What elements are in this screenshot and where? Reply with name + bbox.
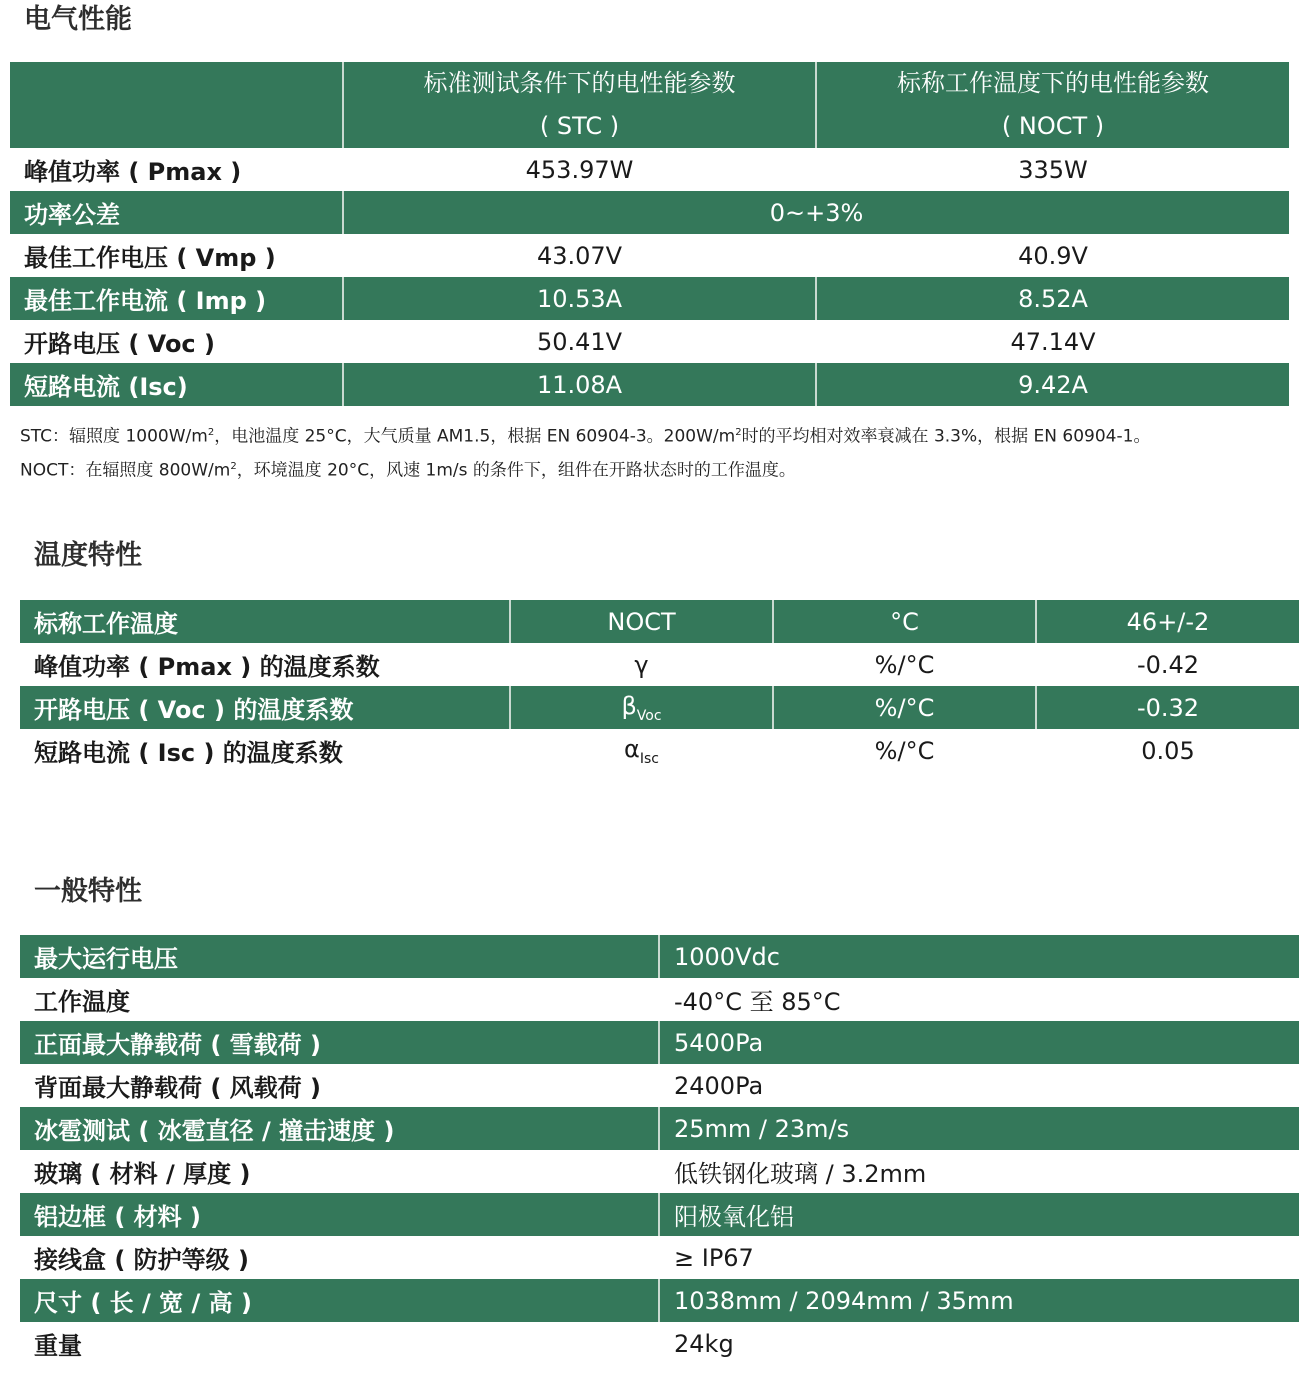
noct-footnote (20, 452, 1150, 486)
temperature-table (20, 600, 1299, 772)
note-text: ，环境温度 20°C，风速 1m/s 的条件下，组件在开路状态时的工作温度。 (236, 460, 796, 481)
table-row (20, 1322, 1299, 1365)
merged-value: 0~+3% (343, 191, 1289, 234)
table-row (20, 1064, 1299, 1107)
row-label: 最佳工作电流 ( Imp ) (10, 277, 343, 320)
note-text: ，电池温度 25°C，大气质量 AM1.5，根据 EN 60904-3。200W/m (214, 426, 736, 447)
unit-cell: %/°C (773, 686, 1036, 729)
noct-value: 9.42A (816, 363, 1289, 406)
row-label: 背面最大静载荷 ( 风载荷 ) (20, 1064, 659, 1107)
superscript: 2 (207, 427, 215, 438)
row-label: 尺寸 ( 长 / 宽 / 高 ) (20, 1279, 659, 1322)
row-value: 25mm / 23m/s (659, 1107, 1299, 1150)
table-row (20, 1107, 1299, 1150)
row-label: 峰值功率 ( Pmax ) 的温度系数 (20, 643, 510, 686)
unit-cell: %/°C (773, 729, 1036, 772)
symbol-cell (510, 686, 773, 729)
symbol-cell: NOCT (510, 600, 773, 643)
table-row (10, 191, 1289, 234)
table-row (10, 148, 1289, 191)
row-label: 开路电压 ( Voc ) (10, 320, 343, 363)
footnotes (20, 418, 1150, 485)
table-row (10, 277, 1289, 320)
stc-header-abbr: ( STC ) (539, 112, 620, 140)
table-row (20, 1021, 1299, 1064)
row-label: 开路电压 ( Voc ) 的温度系数 (20, 686, 510, 729)
row-value: 阳极氧化铝 (659, 1193, 1299, 1236)
table-row (20, 1279, 1299, 1322)
row-value: 5400Pa (659, 1021, 1299, 1064)
noct-header-title: 标称工作温度下的电性能参数 (897, 69, 1209, 97)
table-row (20, 1193, 1299, 1236)
stc-value: 453.97W (343, 148, 816, 191)
table-row (20, 1150, 1299, 1193)
noct-value: 40.9V (816, 234, 1289, 277)
table-row (20, 643, 1299, 686)
row-label: 最佳工作电压 ( Vmp ) (10, 234, 343, 277)
row-value: 1000Vdc (659, 935, 1299, 978)
value-cell: -0.42 (1036, 643, 1299, 686)
stc-value: 10.53A (343, 277, 816, 320)
superscript: 2 (230, 460, 237, 472)
row-label: 标称工作温度 (20, 600, 510, 643)
row-label: 重量 (20, 1322, 659, 1365)
table-row (20, 686, 1299, 729)
symbol-letter: α (624, 734, 640, 763)
row-label: 短路电流 ( Isc ) 的温度系数 (20, 729, 510, 772)
noct-value: 8.52A (816, 277, 1289, 320)
electrical-section-title: 电气性能 (24, 4, 132, 35)
symbol-cell (510, 729, 773, 772)
noct-header (816, 62, 1289, 148)
row-value: 低铁钢化玻璃 / 3.2mm (659, 1150, 1299, 1193)
row-label: 功率公差 (10, 191, 343, 234)
row-label: 工作温度 (20, 978, 659, 1021)
temperature-section-title: 温度特性 (34, 540, 142, 571)
table-row (20, 600, 1299, 643)
row-value: ≥ IP67 (659, 1236, 1299, 1279)
table-row (10, 234, 1289, 277)
unit-cell: °C (773, 600, 1036, 643)
superscript: 2 (735, 427, 742, 438)
stc-value: 43.07V (343, 234, 816, 277)
row-label: 峰值功率 ( Pmax ) (10, 148, 343, 191)
note-text: NOCT：在辐照度 800W/m (20, 460, 231, 481)
row-value: 24kg (659, 1322, 1299, 1365)
table-row (10, 363, 1289, 406)
row-label: 最大运行电压 (20, 935, 659, 978)
table-row (20, 729, 1299, 772)
stc-value: 50.41V (343, 320, 816, 363)
row-label: 短路电流 (Isc) (10, 363, 343, 406)
row-value: -40°C 至 85°C (659, 978, 1299, 1021)
electrical-table (10, 62, 1289, 406)
row-value: 1038mm / 2094mm / 35mm (659, 1279, 1299, 1322)
symbol-cell: γ (510, 643, 773, 686)
stc-header-title: 标准测试条件下的电性能参数 (423, 69, 736, 97)
symbol-letter: β (621, 691, 637, 720)
header-empty-cell (10, 62, 343, 148)
noct-header-abbr: ( NOCT ) (1001, 112, 1105, 140)
symbol-subscript: Voc (636, 707, 662, 724)
noct-value: 335W (816, 148, 1289, 191)
row-label: 冰雹测试 ( 冰雹直径 / 撞击速度 ) (20, 1107, 659, 1150)
table-row (20, 1236, 1299, 1279)
table-row (20, 978, 1299, 1021)
symbol-subscript: Isc (639, 750, 659, 767)
row-value: 2400Pa (659, 1064, 1299, 1107)
value-cell: 0.05 (1036, 729, 1299, 772)
table-row (10, 320, 1289, 363)
value-cell: -0.32 (1036, 686, 1299, 729)
stc-header (343, 62, 816, 148)
row-label: 接线盒 ( 防护等级 ) (20, 1236, 659, 1279)
value-cell: 46+/-2 (1036, 600, 1299, 643)
row-label: 玻璃 ( 材料 / 厚度 ) (20, 1150, 659, 1193)
note-text: 时的平均相对效率衰减在 3.3%，根据 EN 60904-1。 (741, 426, 1151, 447)
row-label: 铝边框 ( 材料 ) (20, 1193, 659, 1236)
note-text: STC：辐照度 1000W/m (20, 426, 208, 447)
electrical-header-row (10, 62, 1289, 148)
general-table (20, 935, 1299, 1365)
noct-value: 47.14V (816, 320, 1289, 363)
unit-cell: %/°C (773, 643, 1036, 686)
general-section-title: 一般特性 (34, 876, 142, 907)
stc-footnote (20, 418, 1150, 452)
row-label: 正面最大静载荷 ( 雪载荷 ) (20, 1021, 659, 1064)
table-row (20, 935, 1299, 978)
stc-value: 11.08A (343, 363, 816, 406)
